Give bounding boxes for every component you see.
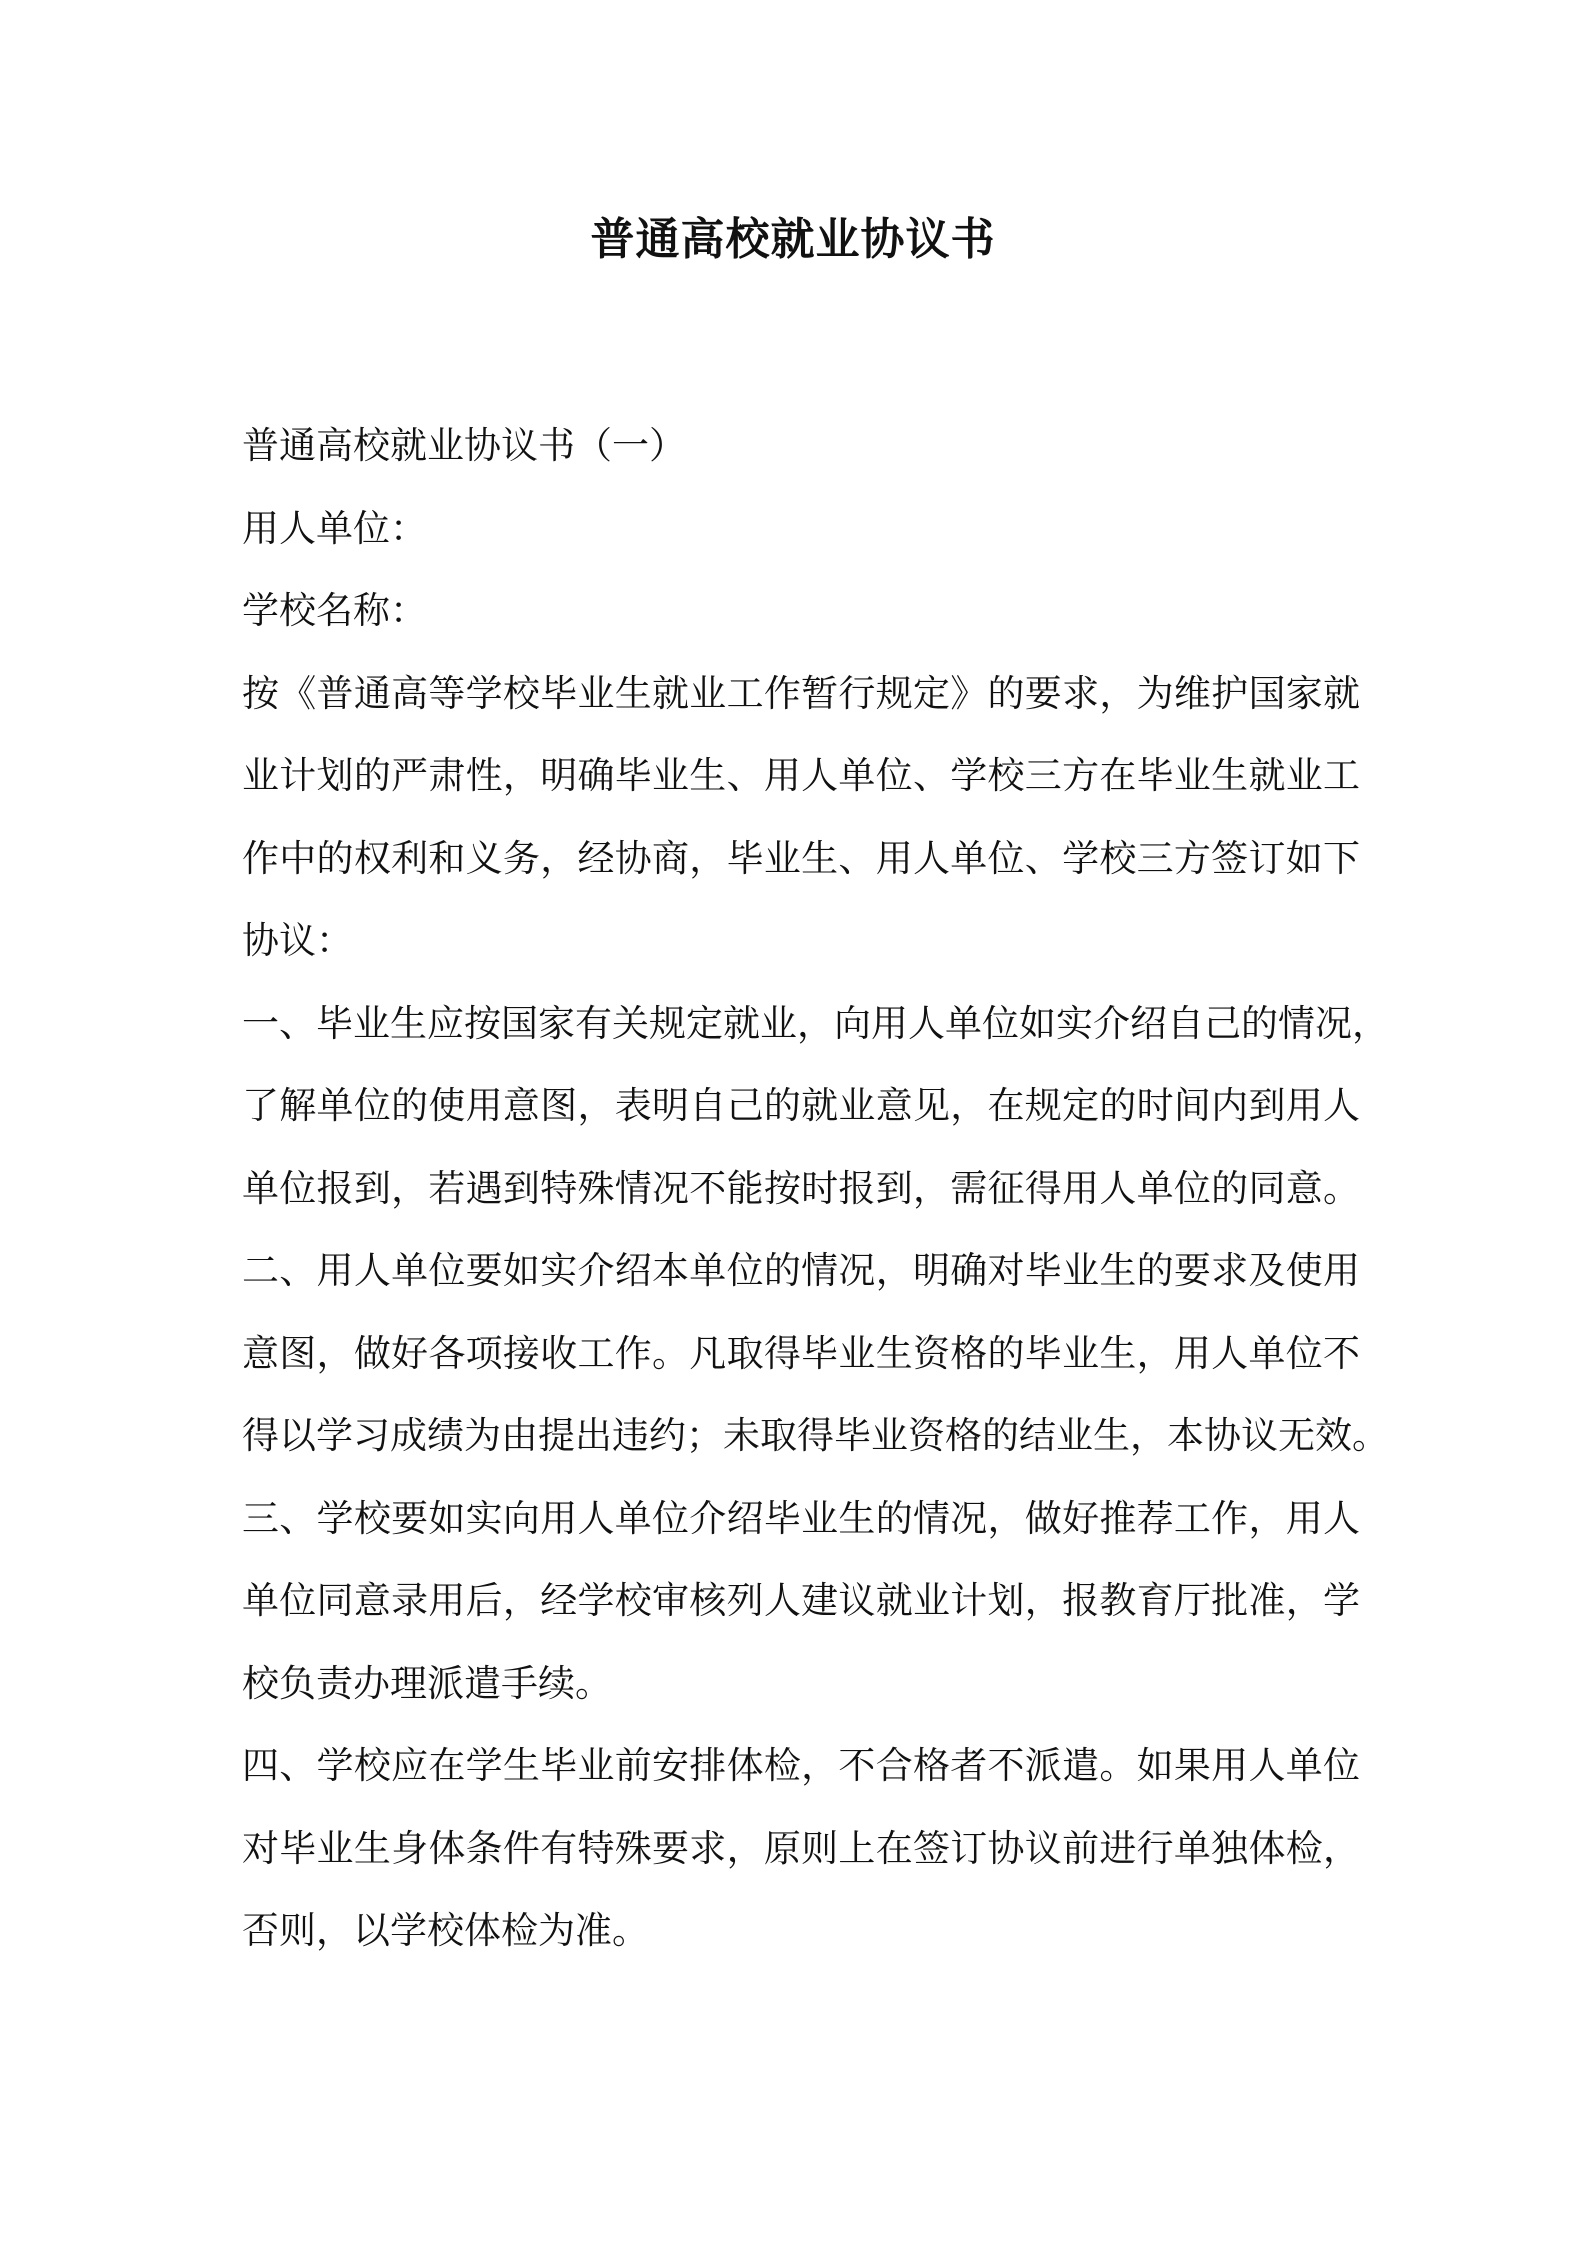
clause-2-line: 得以学习成绩为由提出违约；未取得毕业资格的结业生，本协议无效。 xyxy=(242,1414,1389,1457)
clause-3-line: 校负责办理派遣手续。 xyxy=(242,1661,612,1705)
clause-4-line: 否则，以学校体检为准。 xyxy=(242,1909,649,1952)
clause-3-line: 三、学校要如实向用人单位介绍毕业生的情况，做好推荐工作，用人 xyxy=(242,1496,1360,1540)
school-name-label: 学校名称： xyxy=(242,589,427,632)
clause-1-line: 单位报到，若遇到特殊情况不能按时报到，需征得用人单位的同意。 xyxy=(242,1166,1360,1210)
intro-line: 协议： xyxy=(242,919,353,962)
intro-line: 按《普通高等学校毕业生就业工作暂行规定》的要求，为维护国家就 xyxy=(242,671,1360,715)
employer-label: 用人单位： xyxy=(242,506,427,550)
clause-2-line: 二、用人单位要如实介绍本单位的情况，明确对毕业生的要求及使用 xyxy=(242,1249,1360,1292)
intro-line: 作中的权利和义务，经协商，毕业生、用人单位、学校三方签订如下 xyxy=(242,836,1360,880)
document-body xyxy=(242,405,1389,1973)
clause-2-line: 意图，做好各项接收工作。凡取得毕业生资格的毕业生，用人单位不 xyxy=(242,1331,1360,1375)
document-title: 普通高校就业协议书 xyxy=(590,214,996,265)
intro-line: 业计划的严肃性，明确毕业生、用人单位、学校三方在毕业生就业工 xyxy=(242,754,1360,797)
clause-4-line: 对毕业生身体条件有特殊要求，原则上在签订协议前进行单独体检， xyxy=(242,1826,1360,1870)
clause-4-line: 四、学校应在学生毕业前安排体检，不合格者不派遣。如果用人单位 xyxy=(242,1744,1360,1787)
clause-1-line: 了解单位的使用意图，表明自己的就业意见，在规定的时间内到用人 xyxy=(242,1084,1360,1127)
agreement-subtitle: 普通高校就业协议书（一） xyxy=(242,424,686,467)
clause-1-line: 一、毕业生应按国家有关规定就业，向用人单位如实介绍自己的情况， xyxy=(242,1001,1389,1045)
clause-3-line: 单位同意录用后，经学校审核列人建议就业计划，报教育厅批准，学 xyxy=(242,1579,1360,1622)
